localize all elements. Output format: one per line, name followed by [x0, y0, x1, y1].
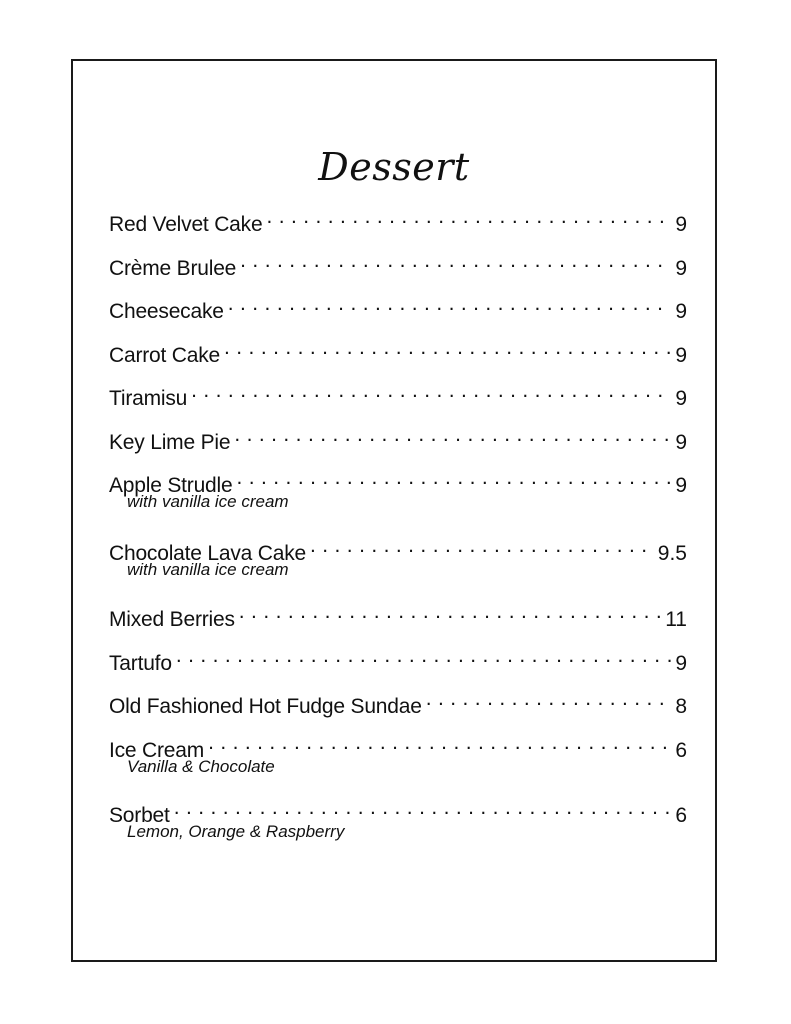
item-price: 9 [675, 213, 687, 236]
menu-item-apple-strudle [109, 464, 687, 512]
menu-item-tartufo [109, 642, 687, 675]
menu-item-ice-cream [109, 729, 687, 777]
menu-item-hot-fudge-sundae [109, 685, 687, 718]
dot-leader [236, 464, 671, 492]
dot-leader [240, 247, 671, 275]
menu-item-carrot-cake [109, 334, 687, 367]
dot-leader [208, 729, 671, 757]
item-name: Red Velvet Cake [109, 213, 263, 236]
item-name: Ice Cream [109, 739, 205, 762]
item-note: with vanilla ice cream [127, 492, 289, 511]
dot-leader [176, 642, 672, 670]
item-price: 9 [675, 431, 687, 454]
item-price: 9.5 [657, 542, 687, 565]
dot-leader [224, 334, 671, 362]
menu-item-mixed-berries [109, 598, 687, 631]
item-name: Apple Strudle [109, 474, 233, 497]
dot-leader [310, 532, 654, 560]
menu-item-cheesecake [109, 290, 687, 323]
dot-leader [234, 421, 671, 449]
item-note: with vanilla ice cream [127, 560, 289, 579]
menu-item-sorbet [109, 794, 687, 842]
item-name: Old Fashioned Hot Fudge Sundae [109, 695, 422, 718]
item-price: 6 [675, 804, 687, 827]
item-name: Mixed Berries [109, 608, 235, 631]
dot-leader [426, 685, 672, 713]
dot-leader [239, 598, 661, 626]
item-price: 9 [675, 474, 687, 497]
item-price: 9 [675, 257, 687, 280]
menu-item-red-velvet-cake [109, 203, 687, 236]
item-name: Carrot Cake [109, 344, 221, 367]
item-price: 11 [665, 608, 687, 631]
menu-border [71, 59, 717, 962]
dot-leader [191, 377, 671, 405]
menu-item-key-lime-pie [109, 421, 687, 454]
item-price: 8 [675, 695, 687, 718]
menu-title: Dessert [318, 145, 470, 189]
item-price: 9 [675, 652, 687, 675]
item-price: 9 [675, 387, 687, 410]
menu-item-tiramisu [109, 377, 687, 410]
item-name: Sorbet [109, 804, 170, 827]
item-name: Tartufo [109, 652, 172, 675]
item-name: Crème Brulee [109, 257, 237, 280]
menu-item-chocolate-lava-cake [109, 532, 687, 580]
dot-leader [228, 290, 672, 318]
dot-leader [174, 794, 672, 822]
menu-item-creme-brulee [109, 247, 687, 280]
item-name: Key Lime Pie [109, 431, 231, 454]
item-name: Cheesecake [109, 300, 224, 323]
item-name: Chocolate Lava Cake [109, 542, 306, 565]
item-note: Lemon, Orange & Raspberry [127, 822, 345, 841]
item-price: 9 [675, 344, 687, 367]
item-name: Tiramisu [109, 387, 188, 410]
item-price: 9 [675, 300, 687, 323]
item-price: 6 [675, 739, 687, 762]
item-note: Vanilla & Chocolate [127, 757, 275, 776]
dot-leader [266, 203, 671, 231]
